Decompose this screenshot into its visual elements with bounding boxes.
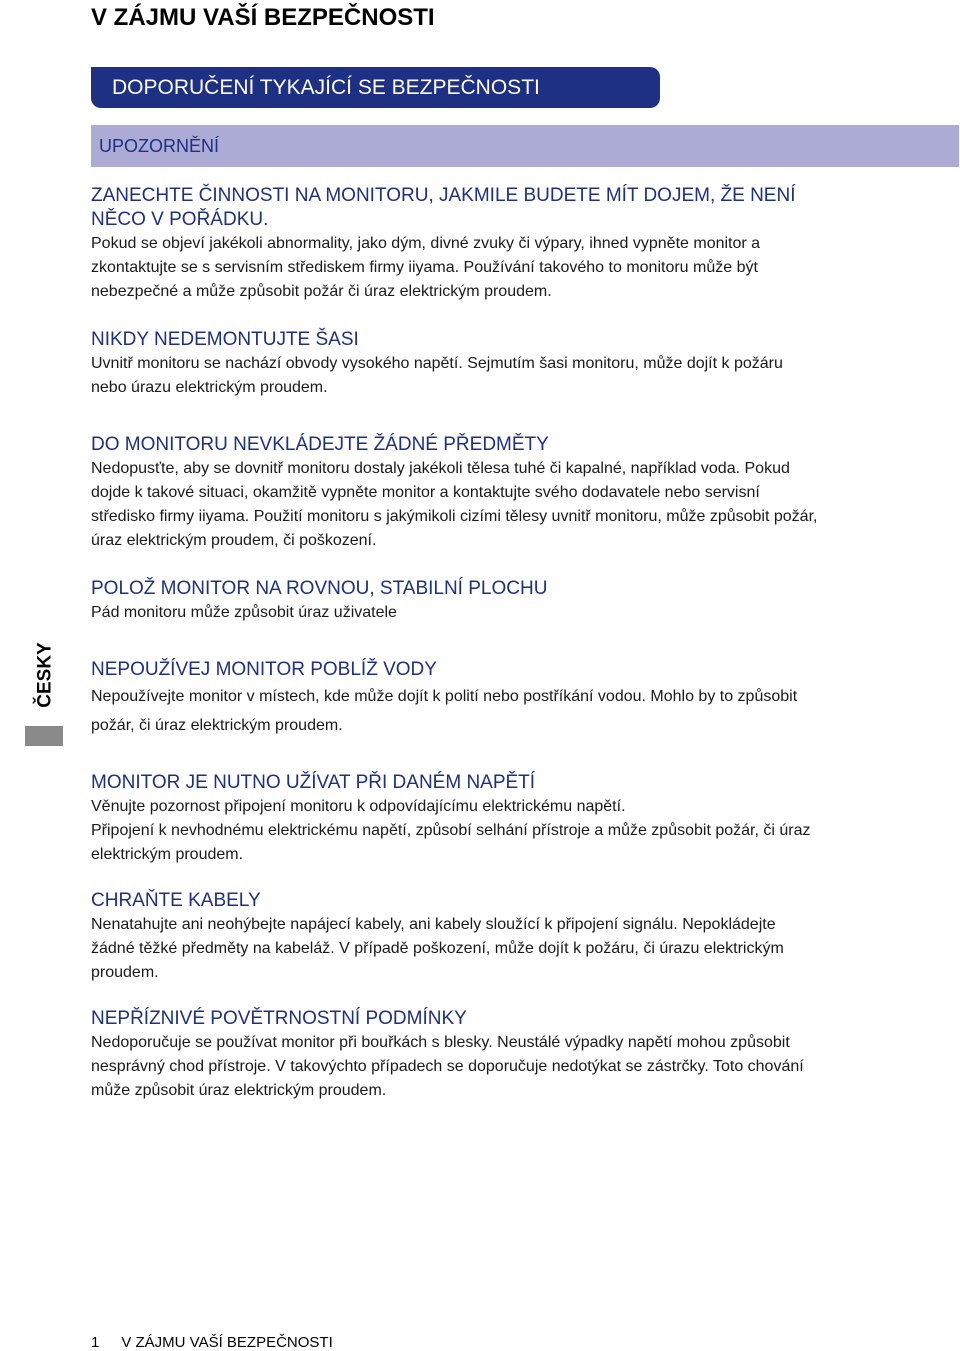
section-heading <box>91 771 959 795</box>
section-body-line: Věnujte pozornost připojení monitoru k odpovídajícímu elektrickému napětí. <box>91 798 626 815</box>
safety-sections <box>91 184 959 1103</box>
language-tab-label <box>29 626 63 724</box>
section-protect-cables <box>91 889 959 985</box>
section-heading <box>91 889 959 913</box>
section-heading-line: MONITOR JE NUTNO UŽÍVAT PŘI DANÉM NAPĚTÍ <box>91 772 536 793</box>
language-tab <box>25 626 63 746</box>
section-heading-line: NĚCO V POŘÁDKU. <box>91 209 269 230</box>
section-heading <box>91 184 959 232</box>
section-heading <box>91 577 959 601</box>
section-body-line: Připojení k nevhodnému elektrickému napětí, způsobí selhání přístroje a může způsobit požár, či úraz <box>91 822 811 839</box>
page-title: V ZÁJMU VAŠÍ BEZPEČNOSTI <box>91 4 435 31</box>
section-body-line: nesprávný chod přístroje. V takovýchto případech se doporučuje nedotýkat se zástrčky. Toto chování <box>91 1058 804 1075</box>
section-body <box>91 682 959 740</box>
section-body <box>91 913 959 985</box>
section-heading <box>91 328 959 352</box>
section-heading <box>91 433 959 457</box>
footer-page-number: 1 <box>91 1334 100 1351</box>
section-correct-voltage <box>91 771 959 867</box>
section-stop-operation <box>91 184 959 304</box>
section-body-line: Pád monitoru může způsobit úraz uživatele <box>91 604 397 621</box>
section-body-line: Uvnitř monitoru se nachází obvody vysokého napětí. Sejmutím šasi monitoru, může dojít k požáru <box>91 355 783 372</box>
section-heading-line: NEPOUŽÍVEJ MONITOR POBLÍŽ VODY <box>91 659 437 680</box>
section-body-line: Nedopusťte, aby se dovnitř monitoru dostaly jakékoli tělesa tuhé či kapalné, například voda. Pokud <box>91 460 790 477</box>
section-body-line: Nepoužívejte monitor v místech, kde může dojít k polití nebo postříkání vodou. Mohlo by to způsobit <box>91 688 798 705</box>
page-footer <box>91 1334 333 1351</box>
section-adverse-weather <box>91 1007 959 1103</box>
section-body-line: úraz elektrickým proudem, či poškození. <box>91 532 377 549</box>
section-body-line: může způsobit úraz elektrickým proudem. <box>91 1082 387 1099</box>
section-body <box>91 457 959 553</box>
section-keep-away-from-water <box>91 658 959 740</box>
section-body <box>91 1031 959 1103</box>
section-heading-line: ZANECHTE ČINNOSTI NA MONITORU, JAKMILE BUDETE MÍT DOJEM, ŽE NENÍ <box>91 185 796 206</box>
section-heading-line: NIKDY NEDEMONTUJTE ŠASI <box>91 329 359 350</box>
section-heading-line: POLOŽ MONITOR NA ROVNOU, STABILNÍ PLOCHU <box>91 578 548 599</box>
section-body-line: proudem. <box>91 964 159 981</box>
warning-label-bar: UPOZORNĚNÍ <box>91 125 959 167</box>
section-heading-line: DO MONITORU NEVKLÁDEJTE ŽÁDNÉ PŘEDMĚTY <box>91 434 549 455</box>
section-body-line: nebo úrazu elektrickým proudem. <box>91 379 328 396</box>
section-body-line: Pokud se objeví jakékoli abnormality, jako dým, divné zvuky či výpary, ihned vypněte monitor a <box>91 235 761 252</box>
section-body-line: zkontaktujte se s servisním střediskem firmy iiyama. Používání takového to monitoru může být <box>91 259 758 276</box>
section-body-line: elektrickým proudem. <box>91 846 244 863</box>
section-body <box>91 601 959 625</box>
section-body <box>91 232 959 304</box>
section-body-line: Nenatahujte ani neohýbejte napájecí kabely, ani kabely sloužící k připojení signálu. Nepokládejte <box>91 916 776 933</box>
section-no-objects-inside <box>91 433 959 553</box>
section-body-line: požár, či úraz elektrickým proudem. <box>91 717 343 734</box>
section-body-line: Nedoporučuje se používat monitor při bouřkách s blesky. Neustálé výpadky napětí mohou způsobit <box>91 1034 790 1051</box>
safety-recommendations-banner: DOPORUČENÍ TYKAJÍCÍ SE BEZPEČNOSTI <box>91 67 660 108</box>
section-never-remove-cabinet <box>91 328 959 400</box>
section-body-line: středisko firmy iiyama. Použití monitoru s jakýmikoli cizími tělesy uvnitř monitoru, může způsobit požár, <box>91 508 818 525</box>
section-heading <box>91 1007 959 1031</box>
section-body-line: dojde k takové situaci, okamžitě vypněte monitor a kontaktujte svého dodavatele nebo servisní <box>91 484 760 501</box>
footer-title: V ZÁJMU VAŠÍ BEZPEČNOSTI <box>121 1334 333 1351</box>
section-body-line: žádné těžké předměty na kabeláž. V případě poškození, může dojít k požáru, či úrazu elektrickým <box>91 940 784 957</box>
section-heading-line: NEPŘÍZNIVÉ POVĚTRNOSTNÍ PODMÍNKY <box>91 1008 467 1029</box>
section-heading-line: CHRAŇTE KABELY <box>91 890 261 911</box>
language-tab-text: ČESKY <box>35 642 56 708</box>
section-body <box>91 795 959 867</box>
section-flat-stable-surface <box>91 577 959 625</box>
section-heading <box>91 658 959 682</box>
section-body <box>91 352 959 400</box>
language-tab-bar <box>25 726 63 746</box>
section-body-line: nebezpečné a může způsobit požár či úraz elektrickým proudem. <box>91 283 552 300</box>
